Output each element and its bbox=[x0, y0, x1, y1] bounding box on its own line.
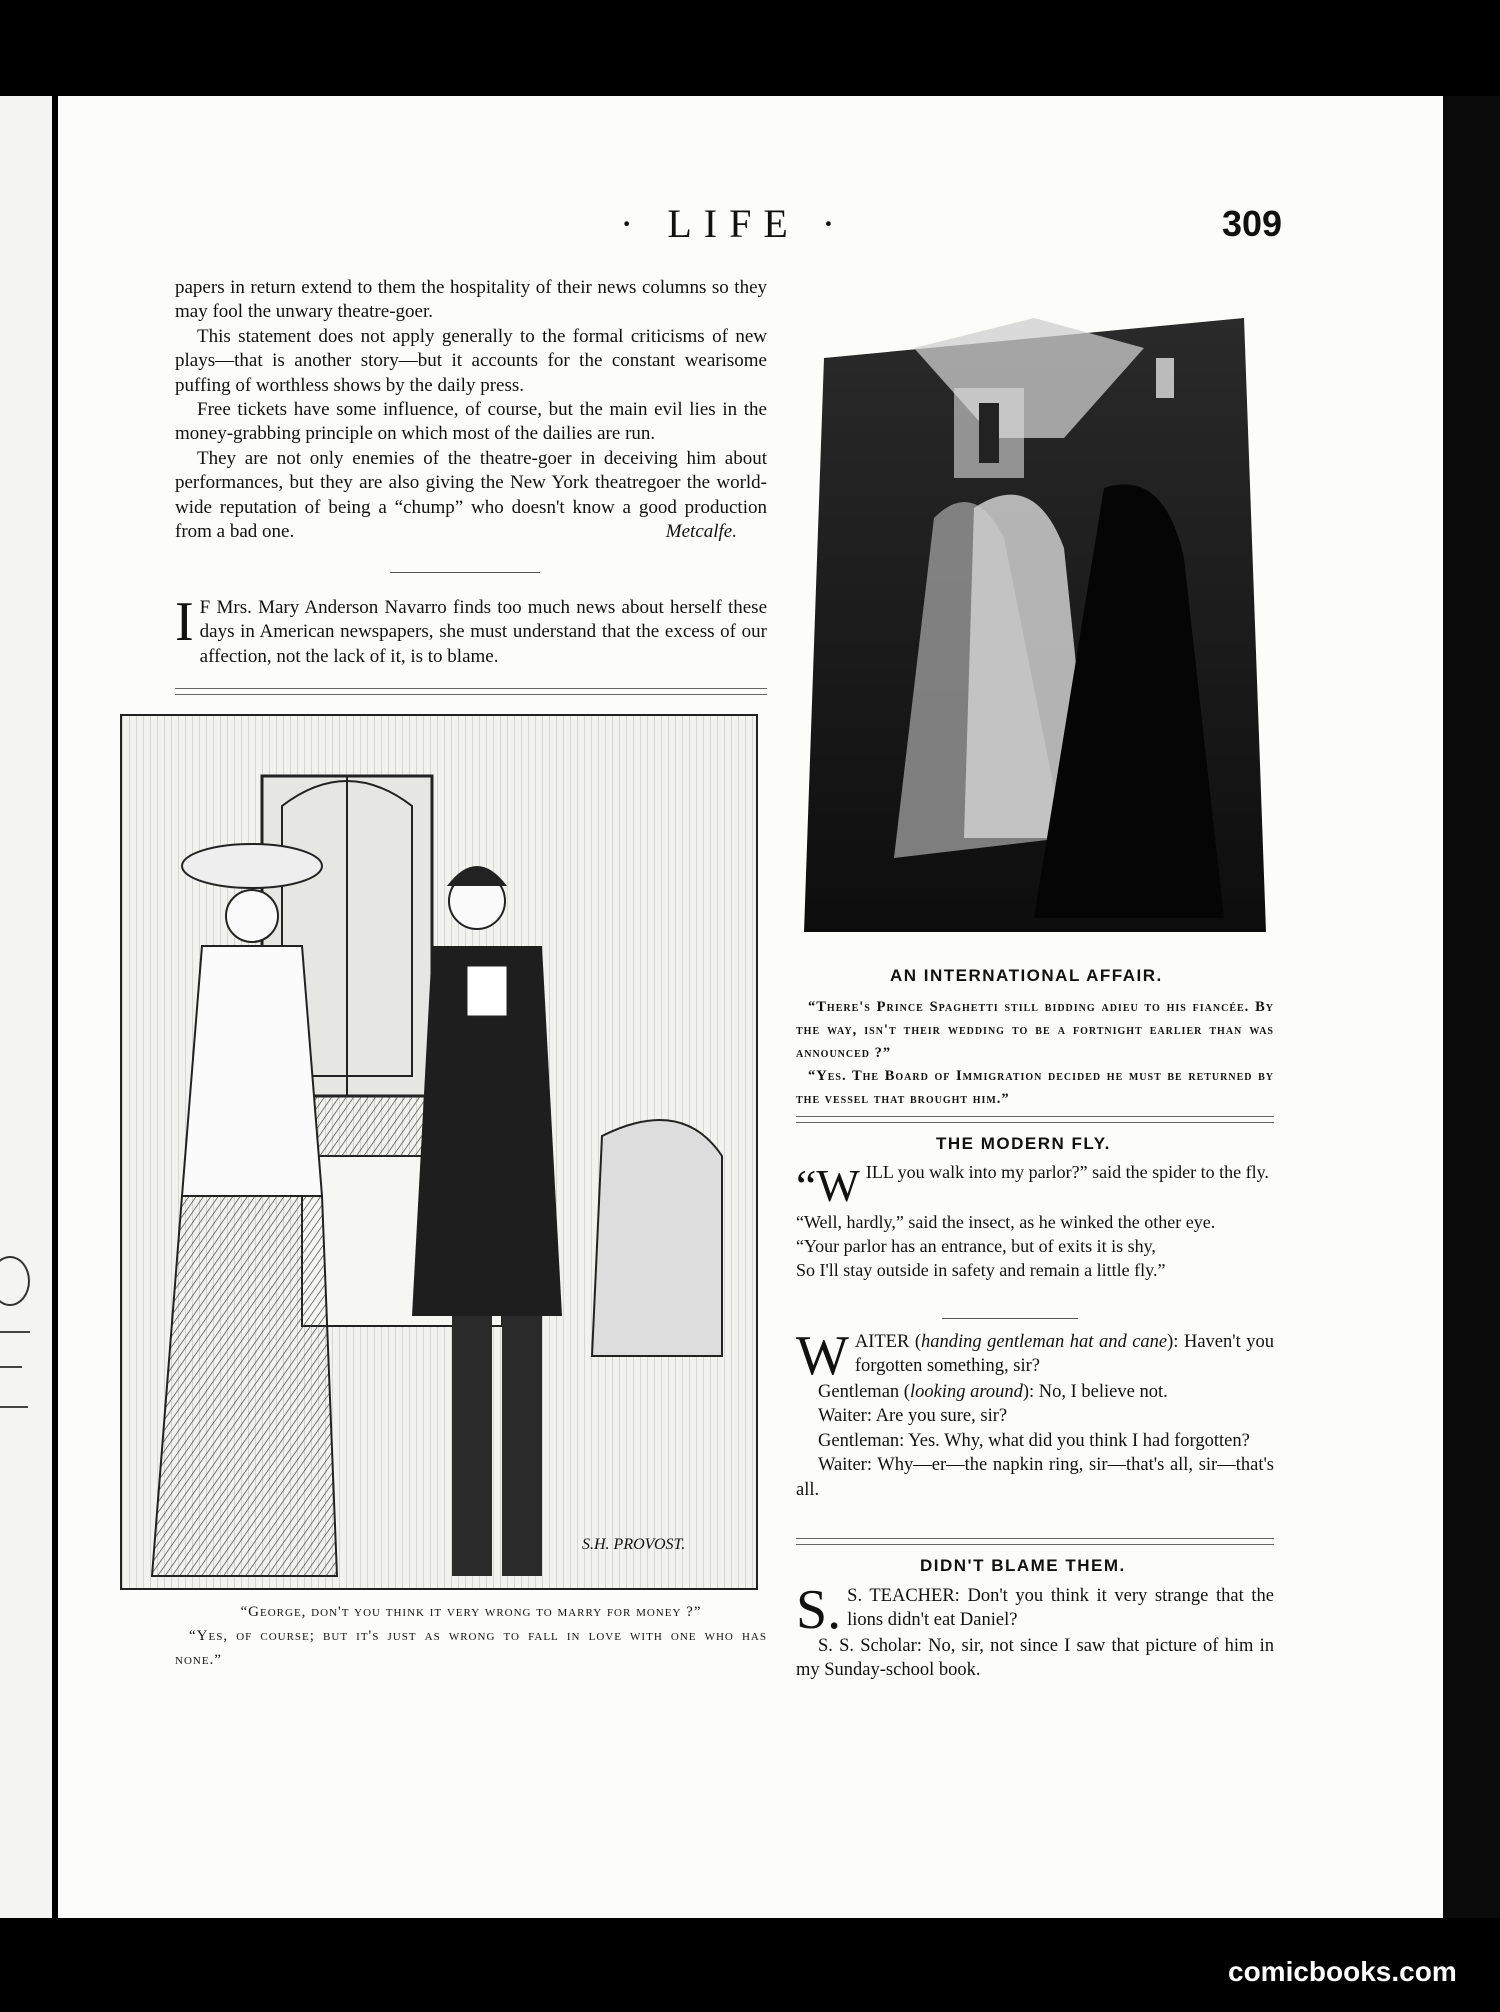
dropcap: “W bbox=[796, 1160, 860, 1211]
headline-didnt-blame: DIDN'T BLAME THEM. bbox=[920, 1556, 1126, 1575]
modern-fly-poem bbox=[796, 1160, 1274, 1282]
dialogue-line: Waiter: Why—er—the napkin ring, sir—that's all, sir—that's all. bbox=[796, 1455, 1274, 1500]
article-signature: Metcalfe. bbox=[665, 521, 737, 543]
wedding-illustration bbox=[804, 318, 1266, 932]
dialogue-part: AITER ( bbox=[854, 1332, 922, 1352]
article-paragraph: This statement does not apply generally to the formal criticisms of new plays—that is another story—but it accounts for the constant wearisome puffing of worthless shows by the daily press. bbox=[175, 325, 767, 396]
stage-direction: looking around bbox=[909, 1382, 1023, 1402]
dialogue-line: “There's Prince Spaghetti still bidding adieu to his fiancée. By the way, isn't their wedding to be a fortnight earlier than was announced ?” bbox=[796, 999, 1274, 1061]
double-rule bbox=[796, 1538, 1274, 1545]
poem-line: “Well, hardly,” said the insect, as he winked the other eye. bbox=[796, 1212, 1216, 1232]
headline-modern-fly: THE MODERN FLY. bbox=[936, 1134, 1111, 1153]
international-affair-text bbox=[796, 996, 1274, 1111]
caption-line: “Yes, of course; but it's just as wrong to fall in love with one who has none.” bbox=[175, 1628, 767, 1668]
poem-line: ILL you walk into my parlor?” said the spider to the fly. bbox=[865, 1162, 1269, 1182]
watermark: comicbooks.com bbox=[1228, 1956, 1457, 1987]
divider bbox=[942, 1318, 1078, 1319]
article-paragraph: They are not only enemies of the theatre-goer in deceiving him about performances, but they are also giving the New York theatregoer the world-wide reputation of being a “chump” who doesn't know a good production from a bad one. bbox=[175, 447, 767, 543]
double-rule bbox=[796, 1116, 1274, 1123]
scan-border bbox=[1443, 96, 1500, 1918]
dropcap: W bbox=[796, 1325, 849, 1387]
dialogue-part: ): Haven't you forgotten something, sir? bbox=[854, 1332, 1275, 1377]
dialogue-line: S. S. Scholar: No, sir, not since I saw that picture of him in my Sunday-school book. bbox=[796, 1636, 1274, 1681]
cartoon-caption bbox=[175, 1600, 767, 1672]
article-paragraph: Free tickets have some influence, of course, but the main evil lies in the money-grabbing principle on which most of the dailies are run. bbox=[175, 399, 767, 445]
dropcap: I bbox=[175, 591, 194, 653]
page-number: 309 bbox=[1222, 203, 1283, 244]
poem-line: So I'll stay outside in safety and remain a little fly.” bbox=[796, 1260, 1166, 1280]
theatre-article bbox=[175, 276, 767, 545]
cartoon-illustration bbox=[120, 714, 758, 1590]
dialogue-part: ): No, I believe not. bbox=[1022, 1382, 1168, 1402]
didnt-blame-dialogue bbox=[796, 1579, 1274, 1683]
dialogue-line: Gentleman: Yes. Why, what did you think I had forgotten? bbox=[818, 1430, 1250, 1451]
artist-signature: S.H. PROVOST. bbox=[582, 1536, 686, 1553]
anderson-text: F Mrs. Mary Anderson Navarro finds too much news about herself these days in American newspapers, she must understand that the excess of our affection, not the lack of it, is to blame. bbox=[199, 597, 767, 667]
dialogue-line: S. TEACHER: Don't you think it very strange that the lions didn't eat Daniel? bbox=[847, 1586, 1274, 1631]
headline-international-affair: AN INTERNATIONAL AFFAIR. bbox=[890, 966, 1163, 985]
article-paragraph: papers in return extend to them the hospitality of their news columns so they may fool the unwary theatre-goer. bbox=[175, 277, 767, 323]
masthead: · LIFE · bbox=[620, 201, 848, 246]
anderson-item bbox=[175, 591, 767, 669]
waiter-dialogue bbox=[796, 1325, 1275, 1502]
dialogue-part: Gentleman ( bbox=[818, 1382, 910, 1402]
caption-line: “George, don't you think it very wrong to marry for money ?” bbox=[240, 1604, 702, 1620]
poem-line: “Your parlor has an entrance, but of exits it is shy, bbox=[796, 1236, 1156, 1256]
divider bbox=[390, 572, 540, 573]
dialogue-line bbox=[796, 1380, 1274, 1404]
dialogue-line: Waiter: Are you sure, sir? bbox=[818, 1406, 1008, 1427]
double-rule bbox=[175, 688, 767, 695]
dialogue-line: “Yes. The Board of Immigration decided he must be returned by the vessel that brought him.” bbox=[796, 1068, 1274, 1107]
previous-page-edge bbox=[0, 96, 52, 1918]
stage-direction: handing gentleman hat and cane bbox=[921, 1332, 1168, 1352]
dropcap: S. bbox=[796, 1579, 842, 1641]
